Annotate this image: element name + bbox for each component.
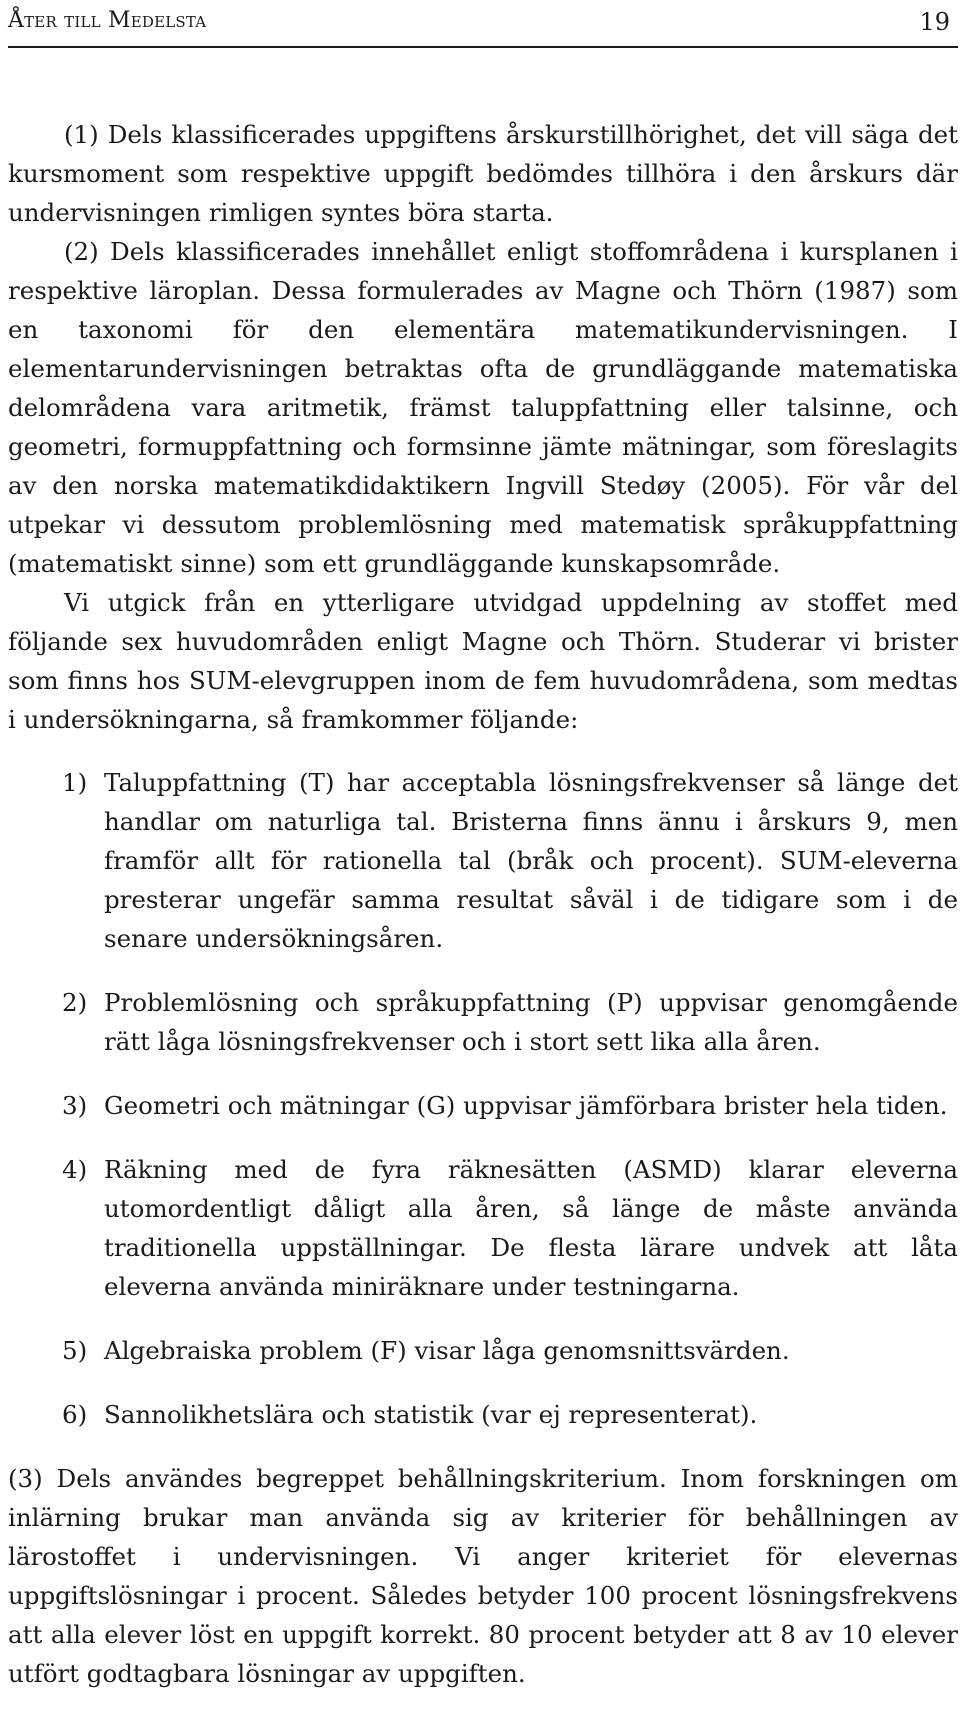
page-number: 19	[919, 8, 950, 36]
list-item	[8, 1150, 958, 1306]
list-item-text: Geometri och mätningar (G) uppvisar jämförbara brister hela tiden.	[104, 1091, 948, 1120]
list-item	[8, 763, 958, 958]
main-areas-list	[8, 763, 958, 1434]
running-head: Åter till Medelsta	[8, 8, 207, 33]
list-item-text: Algebraiska problem (F) visar låga genomsnittsvärden.	[104, 1336, 790, 1365]
list-item-number: 3)	[62, 1091, 88, 1120]
list-item-text: Problemlösning och språkuppfattning (P) uppvisar genomgående rätt låga lösningsfrekvenser och i stort sett lika alla åren.	[104, 988, 958, 1056]
list-item-number: 6)	[62, 1400, 88, 1429]
paragraph-1: (1) Dels klassificerades uppgiftens årskurstillhörighet, det vill säga det kursmoment som respektive uppgift bedömdes tillhöra i den årskurs där undervisningen rimligen syntes böra starta.	[8, 120, 958, 227]
list-item-number: 2)	[62, 988, 88, 1017]
paragraph-2: (2) Dels klassificerades innehållet enligt stoffområdena i kursplanen i respektive läroplan. Dessa formulerades av Magne och Thörn (1987) som en taxonomi för den elementära matematikundervisningen. I elementarundervisningen betraktas ofta de grundläggande matematiska delområdena vara aritmetik, främst taluppfattning eller talsinne, och geometri, formuppfattning och formsinne jämte mätningar, som föreslagits av den norska matematikdidaktikern Ingvill Stedøy (2005). För vår del utpekar vi dessutom problemlösning med matematisk språkuppfattning (matematiskt sinne) som ett grundläggande kunskapsområde.	[8, 237, 958, 578]
page-body	[8, 115, 958, 1693]
page-header	[8, 0, 958, 48]
list-item-text: Sannolikhetslära och statistik (var ej representerat).	[104, 1400, 758, 1429]
list-item-text: Taluppfattning (T) har acceptabla lösningsfrekvenser så länge det handlar om naturliga tal. Bristerna finns ännu i årskurs 9, men framför allt för rationella tal (bråk och procent). SUM-eleverna presterar ungefär samma resultat såväl i de tidigare som i de senare undersökningsåren.	[104, 768, 958, 953]
list-item-text: Räkning med de fyra räknesätten (ASMD) klarar eleverna utomordentligt dåligt alla åren, så länge de måste använda traditionella uppställningar. De flesta lärare undvek att låta eleverna använda miniräknare under testningarna.	[104, 1155, 958, 1301]
list-item	[8, 1331, 958, 1370]
list-item-number: 4)	[62, 1155, 88, 1184]
list-item-number: 1)	[62, 768, 88, 797]
list-item-number: 5)	[62, 1336, 88, 1365]
paragraph-3: Vi utgick från en ytterligare utvidgad uppdelning av stoffet med följande sex huvudområden enligt Magne och Thörn. Studerar vi brister som finns hos SUM-elevgruppen inom de fem huvudområdena, som medtas i undersökningarna, så framkommer följande:	[8, 588, 958, 734]
list-item	[8, 983, 958, 1061]
list-item	[8, 1395, 958, 1434]
list-item	[8, 1086, 958, 1125]
paragraph-4: (3) Dels användes begreppet behållningskriterium. Inom forskningen om inlärning brukar man använda sig av kriterier för behållningen av lärostoffet i undervisningen. Vi anger kriteriet för elevernas uppgiftslösningar i procent. Således betyder 100 procent lösningsfrekvens att alla elever löst en uppgift korrekt. 80 procent betyder att 8 av 10 elever utfört godtagbara lösningar av uppgiften.	[8, 1464, 958, 1688]
